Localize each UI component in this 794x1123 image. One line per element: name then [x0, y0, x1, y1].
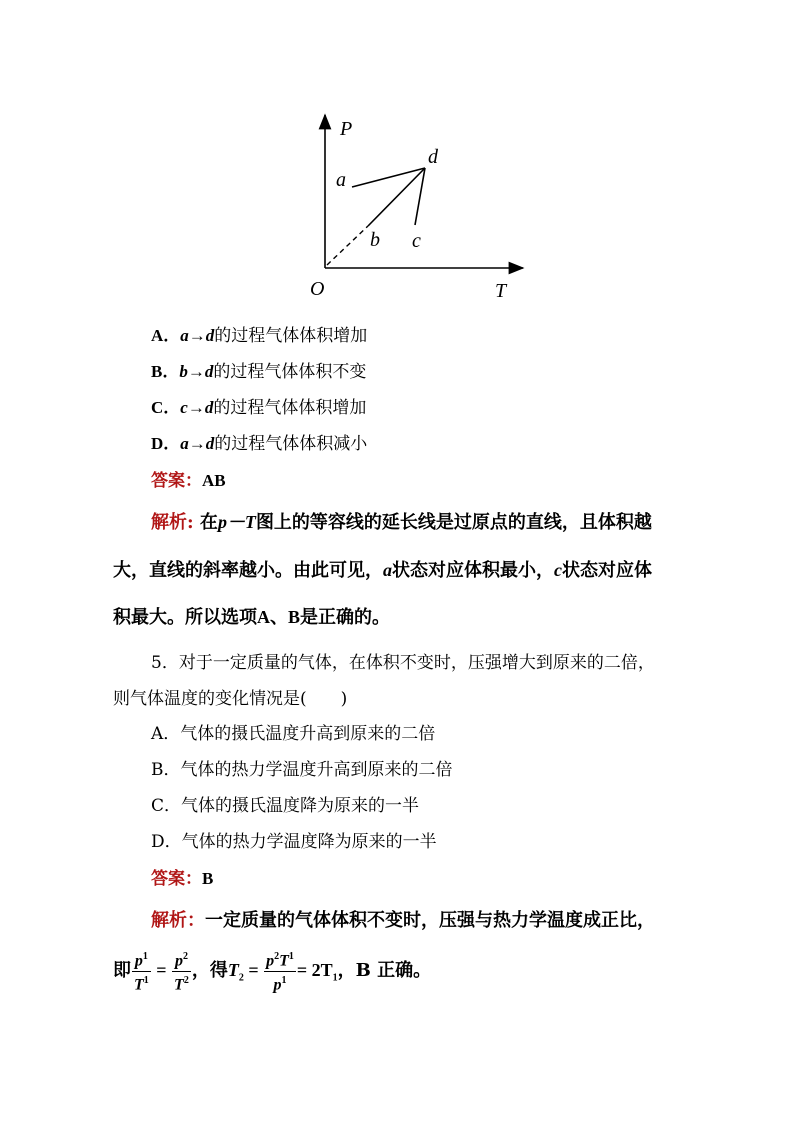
q5-answer: 答案：B [151, 869, 214, 889]
q5-analysis-line1: 解析：一定质量的气体体积不变时，压强与热力学温度成正比， [151, 910, 655, 931]
q4-answer: 答案：AB [151, 471, 226, 491]
q5-option-d: D．气体的热力学温度降为原来的一半 [151, 832, 437, 852]
pt-diagram [290, 105, 530, 305]
point-c-label: c [412, 230, 421, 252]
q4-analysis-line1: 解析: 在p－T图上的等容线的延长线是过原点的直线，且体积越 [151, 512, 652, 533]
q4-option-b: B．b→d的过程气体体积不变 [151, 362, 367, 382]
q5-stem-line1: 5．对于一定质量的气体，在体积不变时，压强增大到原来的二倍， [151, 653, 655, 673]
fraction-p1-t1: $\frac{p^1}{T^1}$ [134, 951, 149, 993]
q5-option-a: A．气体的摄氏温度升高到原来的二倍 [151, 724, 436, 744]
t2-symbol: $T_2$ [227, 960, 244, 984]
fraction-p2t1-p1: $\frac{p^2T^1}{p^1}$ [266, 951, 294, 993]
point-d-label: d [428, 146, 438, 168]
q4-option-c: C．c→d的过程气体体积增加 [151, 398, 367, 418]
q5-stem-line2: 则气体温度的变化情况是( ) [113, 689, 348, 709]
point-b-label: b [370, 229, 380, 251]
t-axis-label: T [495, 280, 507, 302]
q5-option-b: B．气体的热力学温度升高到原来的二倍 [151, 760, 453, 780]
q4-option-d: D．a→d的过程气体体积减小 [151, 434, 368, 454]
line-a-d [352, 168, 425, 187]
q4-option-a: A．a→d的过程气体体积增加 [151, 326, 368, 346]
point-a-label: a [336, 169, 346, 191]
q5-analysis-line2: 即 $\frac{p^1}{T^1}$ = $\frac{p^2}{T^2}$ ，得$T_2$ = $\frac{p^2T^1}{p^1}$ = $2T_1$，B 正确。 [113, 948, 431, 1001]
origin-label: O [310, 278, 325, 300]
q4-analysis-line2: 大，直线的斜率越小。由此可见，a状态对应体积最小，c状态对应体 [113, 560, 652, 581]
fraction-p2-t2: $\frac{p^2}{T^2}$ [174, 951, 189, 993]
q4-analysis-line3: 积最大。所以选项A、B是正确的。 [113, 607, 391, 628]
q5-option-c: C．气体的摄氏温度降为原来的一半 [151, 796, 420, 816]
b-extension-dashed [327, 226, 368, 265]
p-axis-label: P [340, 118, 353, 140]
